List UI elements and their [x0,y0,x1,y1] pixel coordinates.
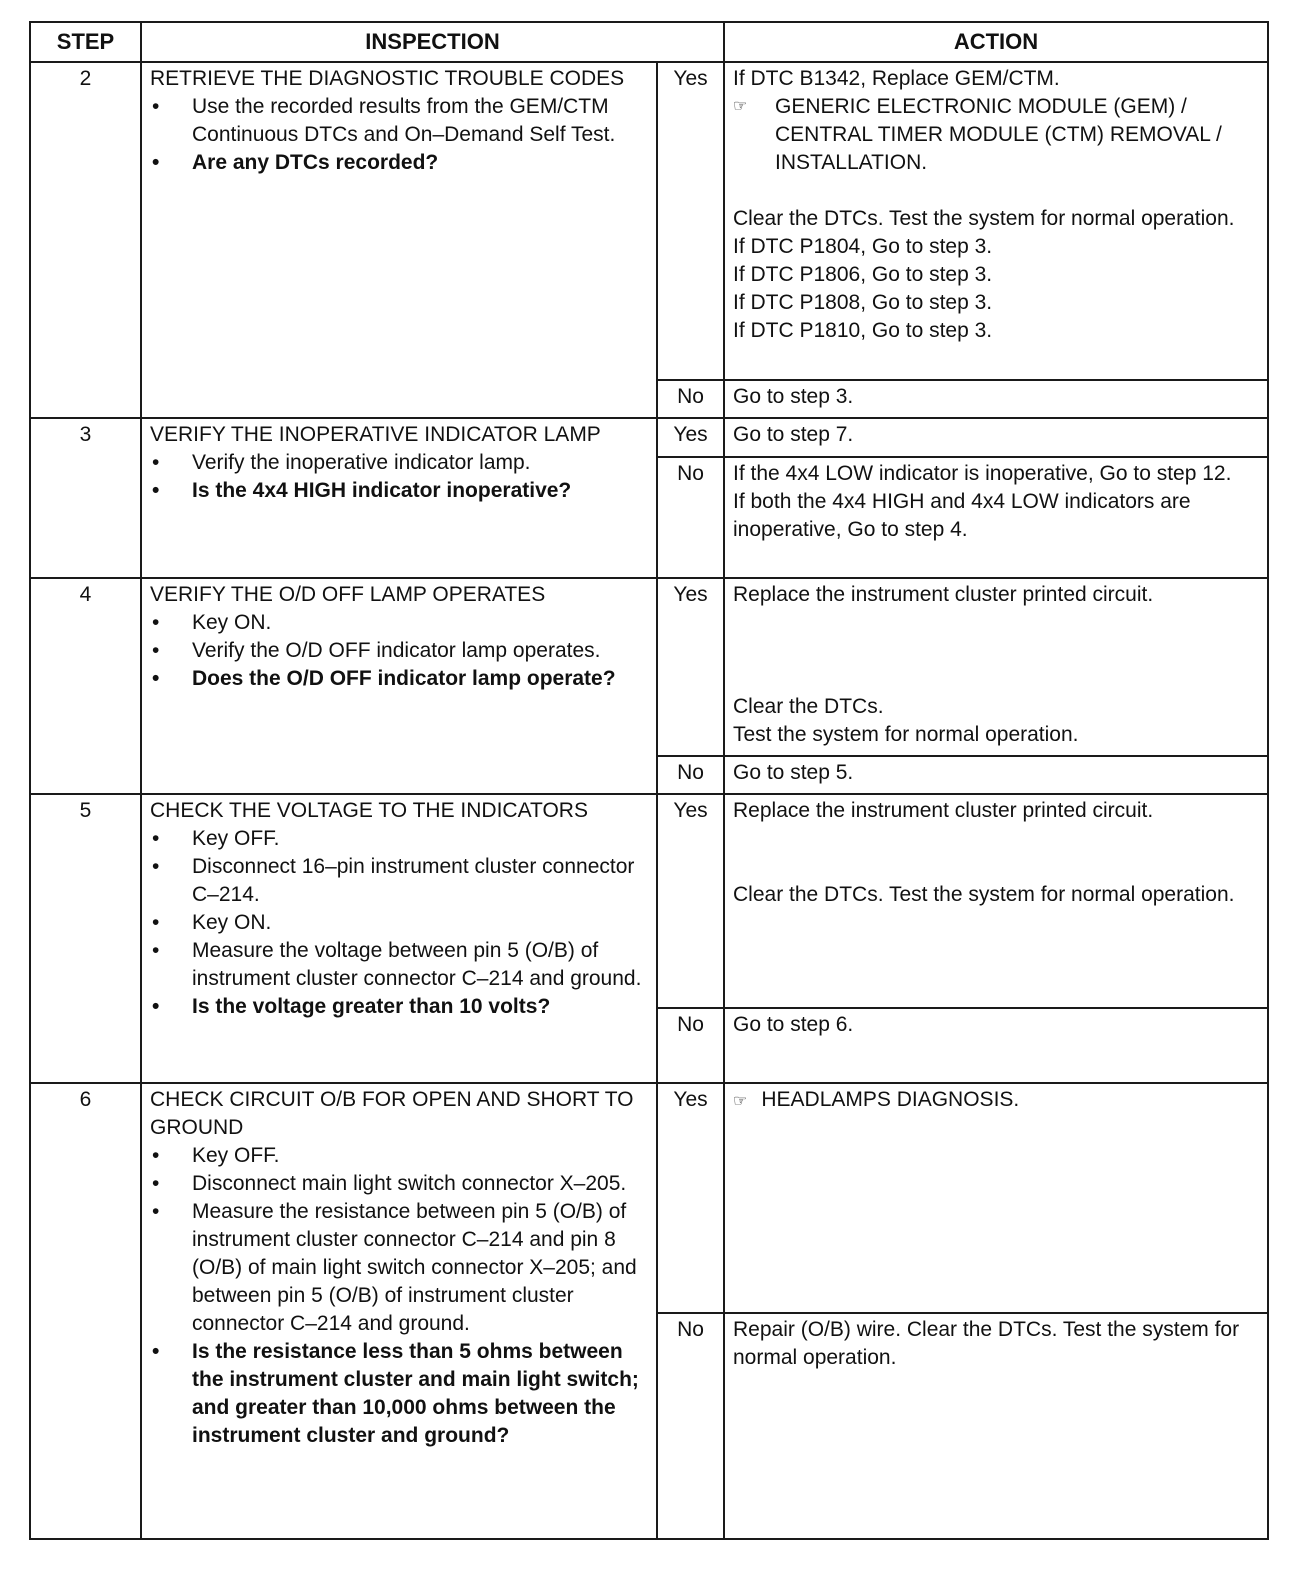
action-line: If DTC P1810, Go to step 3. [733,319,993,342]
inspection-question: • Are any DTCs recorded? [150,149,648,177]
inspection-cell [141,1083,657,1539]
no-action: Go to step 6. [724,1008,1268,1083]
action-line: If both the 4x4 HIGH and 4x4 LOW indicators are inoperative, Go to step 4. [733,490,1191,541]
inspection-title: VERIFY THE INOPERATIVE INDICATOR LAMP [150,423,601,446]
table-row [30,1083,1268,1313]
step-number: 6 [30,1083,141,1539]
inspection-title: VERIFY THE O/D OFF LAMP OPERATES [150,583,546,606]
inspection-bullets [150,825,648,1021]
no-action: Repair (O/B) wire. Clear the DTCs. Test the system for normal operation. [724,1313,1268,1539]
yes-label: Yes [657,62,724,380]
inspection-cell [141,418,657,578]
bullet-item: • Key ON. [150,909,648,937]
action-line: If DTC P1806, Go to step 3. [733,263,993,286]
inspection-cell [141,578,657,794]
reference-link[interactable] [733,93,1259,177]
no-label: No [657,756,724,794]
action-header: ACTION [724,22,1268,62]
bullet-item: • Verify the O/D OFF indicator lamp operates. [150,637,648,665]
inspection-bullets [150,1142,648,1450]
yes-label: Yes [657,1083,724,1313]
yes-action [724,1083,1268,1313]
action-line: Test the system for normal operation. [733,723,1079,746]
reference-link[interactable] [733,1086,1259,1116]
action-line: Replace the instrument cluster printed circuit. [733,583,1154,606]
step-number: 3 [30,418,141,578]
inspection-title: CHECK THE VOLTAGE TO THE INDICATORS [150,799,588,822]
bullet-item: • Use the recorded results from the GEM/CTM Continuous DTCs and On–Demand Self Test. [150,93,648,149]
step-header: STEP [30,22,141,62]
yes-action: Go to step 7. [724,418,1268,457]
step-number: 5 [30,794,141,1083]
inspection-cell [141,62,657,418]
inspection-question: • Does the O/D OFF indicator lamp operate? [150,665,648,693]
no-label: No [657,1008,724,1083]
inspection-title: RETRIEVE THE DIAGNOSTIC TROUBLE CODES [150,67,625,90]
inspection-bullets [150,609,648,693]
no-action: Go to step 3. [724,380,1268,418]
action-line: Replace the instrument cluster printed circuit. [733,799,1154,822]
no-label: No [657,1313,724,1539]
bullet-item: • Disconnect main light switch connector X–205. [150,1170,648,1198]
inspection-question: • Is the voltage greater than 10 volts? [150,993,648,1021]
action-line: Clear the DTCs. [733,695,884,718]
bullet-item: • Measure the voltage between pin 5 (O/B) of instrument cluster connector C–214 and ground. [150,937,648,993]
step-number: 2 [30,62,141,418]
inspection-question: • Is the 4x4 HIGH indicator inoperative? [150,477,648,505]
no-label: No [657,380,724,418]
diagnostic-table [29,21,1269,1540]
header-row [30,22,1268,62]
no-action [724,457,1268,578]
yes-action [724,578,1268,756]
bullet-item: • Verify the inoperative indicator lamp. [150,449,648,477]
action-line: Clear the DTCs. Test the system for normal operation. [733,207,1235,230]
no-label: No [657,457,724,578]
table-row [30,62,1268,380]
table-row [30,578,1268,756]
pointing-hand-icon: ☞ [733,98,748,115]
yes-action [724,794,1268,1008]
inspection-question: • Is the resistance less than 5 ohms between the instrument cluster and main light switch; and greater than 10,000 ohms between the instrument cluster and ground? [150,1338,648,1450]
bullet-item: • Key ON. [150,609,648,637]
action-line: If DTC B1342, Replace GEM/CTM. [733,67,1060,90]
inspection-bullets [150,93,648,177]
step-number: 4 [30,578,141,794]
yes-label: Yes [657,418,724,457]
bullet-item: • Key OFF. [150,825,648,853]
inspection-title: CHECK CIRCUIT O/B FOR OPEN AND SHORT TO GROUND [150,1088,634,1139]
bullet-item: • Measure the resistance between pin 5 (O/B) of instrument cluster connector C–214 and pin 8 (O/B) of main light switch connector X–205; and between pin 5 (O/B) of instrument cluster connector C–214 and ground. [150,1198,648,1338]
reference-text: HEADLAMPS DIAGNOSIS. [761,1088,1020,1111]
yes-label: Yes [657,794,724,1008]
inspection-cell [141,794,657,1083]
action-line: If DTC P1808, Go to step 3. [733,291,993,314]
bullet-item: • Disconnect 16–pin instrument cluster connector C–214. [150,853,648,909]
table-row [30,418,1268,457]
inspection-header: INSPECTION [141,22,724,62]
pointing-hand-icon: ☞ [733,1093,748,1110]
action-line: If DTC P1804, Go to step 3. [733,235,993,258]
inspection-bullets [150,449,648,505]
action-line: Clear the DTCs. Test the system for normal operation. [733,883,1235,906]
yes-action [724,62,1268,380]
diagnostic-table-sheet [29,21,1267,1540]
table-row [30,794,1268,1008]
action-line: If the 4x4 LOW indicator is inoperative, Go to step 12. [733,462,1232,485]
yes-label: Yes [657,578,724,756]
no-action: Go to step 5. [724,756,1268,794]
bullet-item: • Key OFF. [150,1142,648,1170]
reference-text: GENERIC ELECTRONIC MODULE (GEM) / CENTRAL TIMER MODULE (CTM) REMOVAL / INSTALLATION. [775,95,1222,174]
